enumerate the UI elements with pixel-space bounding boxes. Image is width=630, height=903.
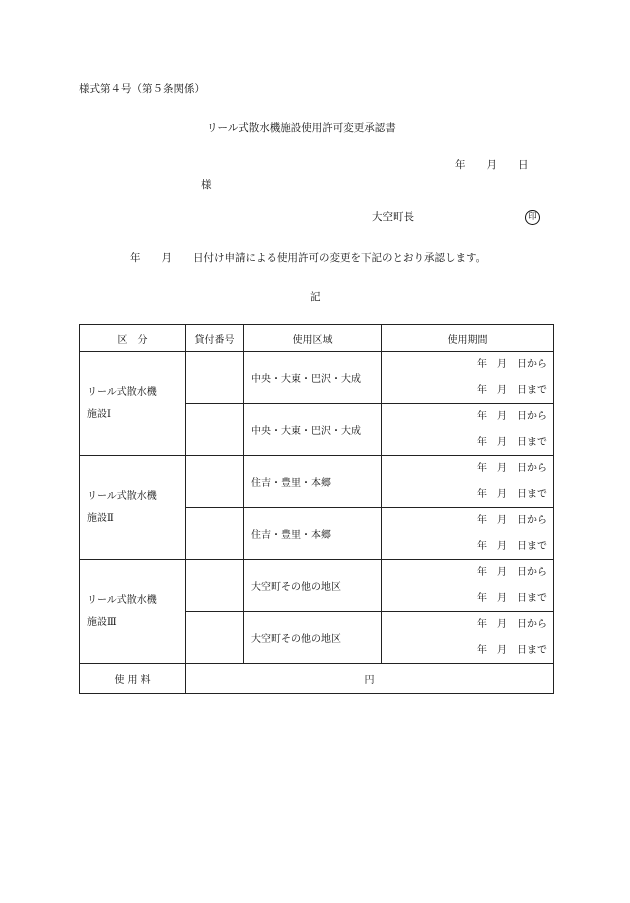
- period-cell: [382, 352, 554, 404]
- category-name: リール式散水機: [87, 386, 157, 398]
- loan-number-cell: [186, 560, 244, 612]
- period-to: 年 月 日まで: [477, 592, 547, 604]
- period-cell: [382, 508, 554, 560]
- category-name: リール式散水機: [87, 490, 157, 502]
- addressee-suffix: 様: [201, 179, 212, 191]
- fee-label: 使 用 料: [80, 664, 186, 694]
- category-facility-1: [80, 352, 186, 456]
- issue-date: 年 月 日: [455, 159, 529, 171]
- period-from: 年 月 日から: [477, 411, 547, 422]
- loan-number-cell: [186, 456, 244, 508]
- category-facility-3: [80, 560, 186, 664]
- period-to: 年 月 日まで: [477, 644, 547, 656]
- period-from: 年 月 日から: [477, 567, 547, 578]
- loan-number-cell: [186, 352, 244, 404]
- period-to: 年 月 日まで: [477, 488, 547, 500]
- table-row: [80, 456, 554, 508]
- seal-mark: 印: [525, 210, 540, 225]
- loan-number-cell: [186, 612, 244, 664]
- header-category: 区 分: [80, 325, 186, 352]
- area-cell: 大空町その他の地区: [244, 560, 382, 612]
- header-area: 使用区域: [244, 325, 382, 352]
- period-to: 年 月 日まで: [477, 384, 547, 396]
- area-cell: 中央・大東・巴沢・大成: [244, 404, 382, 456]
- table-row: [80, 560, 554, 612]
- period-from: 年 月 日から: [477, 463, 547, 474]
- area-cell: 住吉・豊里・本郷: [244, 508, 382, 560]
- issuer-name: 大空町長: [372, 211, 414, 223]
- period-to: 年 月 日まで: [477, 540, 547, 552]
- loan-number-cell: [186, 508, 244, 560]
- area-cell: 大空町その他の地区: [244, 612, 382, 664]
- table-header-row: [80, 325, 554, 352]
- category-facility: 施設Ⅱ: [87, 512, 114, 524]
- period-to: 年 月 日まで: [477, 436, 547, 448]
- header-loan-number: 貸付番号: [186, 325, 244, 352]
- ki-heading: 記: [310, 291, 321, 303]
- period-from: 年 月 日から: [477, 515, 547, 526]
- fee-amount-cell: 円: [186, 664, 554, 694]
- category-facility: 施設Ⅲ: [87, 616, 117, 628]
- table-row: [80, 352, 554, 404]
- category-name: リール式散水機: [87, 594, 157, 606]
- period-cell: [382, 404, 554, 456]
- period-from: 年 月 日から: [477, 619, 547, 630]
- loan-number-cell: [186, 404, 244, 456]
- period-cell: [382, 612, 554, 664]
- area-cell: 住吉・豊里・本郷: [244, 456, 382, 508]
- document-title: リール式散水機施設使用許可変更承認書: [207, 122, 396, 134]
- period-cell: [382, 456, 554, 508]
- form-number: 様式第４号（第５条関係）: [79, 83, 205, 95]
- approval-text: 年 月 日付け申請による使用許可の変更を下記のとおり承認します。: [130, 252, 487, 264]
- category-facility-2: [80, 456, 186, 560]
- fee-row: [80, 664, 554, 694]
- header-period: 使用期間: [382, 325, 554, 352]
- permit-table: [79, 324, 554, 694]
- period-from: 年 月 日から: [477, 359, 547, 370]
- period-cell: [382, 560, 554, 612]
- category-facility: 施設Ⅰ: [87, 408, 111, 420]
- area-cell: 中央・大東・巴沢・大成: [244, 352, 382, 404]
